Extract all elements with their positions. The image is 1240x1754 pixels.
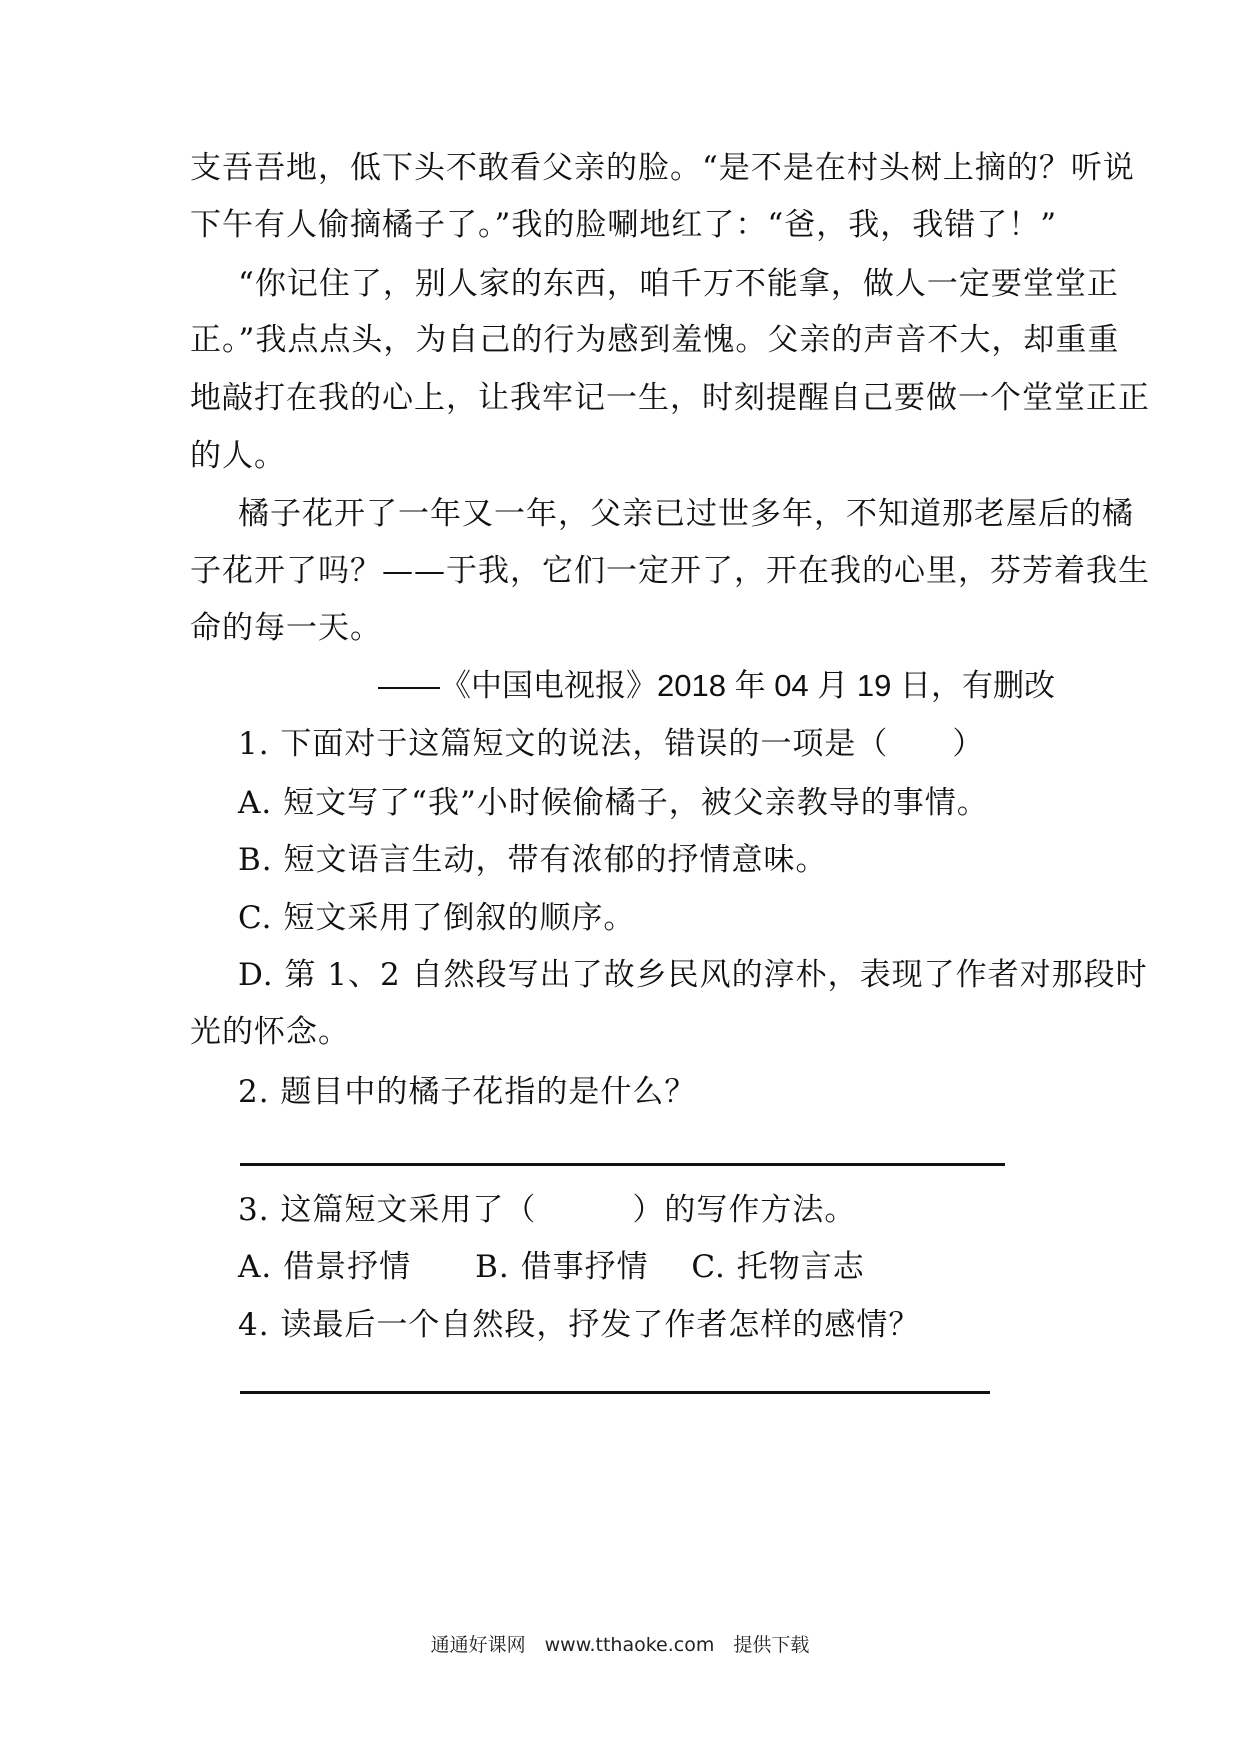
question-4-answer-line[interactable]: [240, 1391, 990, 1394]
passage-line: 的人。: [190, 438, 286, 474]
question-3-options: A. 借景抒情 B. 借事抒情 C. 托物言志: [238, 1249, 865, 1285]
question-2-stem: 2. 题目中的橘子花指的是什么？: [238, 1074, 697, 1110]
question-3-stem: 3. 这篇短文采用了（ ）的写作方法。: [238, 1192, 857, 1228]
source-citation: ——《中国电视报》2018 年 04 月 19 日，有删改: [378, 668, 1055, 703]
passage-line: 正。”我点点头，为自己的行为感到羞愧。父亲的声音不大，却重重: [190, 322, 1120, 358]
question-4-stem: 4. 读最后一个自然段，抒发了作者怎样的感情？: [238, 1307, 921, 1343]
question-1-stem: 1. 下面对于这篇短文的说法，错误的一项是（ ）: [238, 726, 985, 762]
passage-line: 下午有人偷摘橘子了。”我的脸唰地红了：“爸，我，我错了！”: [190, 207, 1058, 243]
passage-line: 子花开了吗？——于我，它们一定开了，开在我的心里，芬芳着我生: [190, 553, 1150, 589]
question-1-option-d: D. 第 1、2 自然段写出了故乡民风的淳朴，表现了作者对那段时: [238, 957, 1148, 993]
question-2-answer-line[interactable]: [240, 1163, 1005, 1166]
passage-line: 橘子花开了一年又一年，父亲已过世多年，不知道那老屋后的橘: [238, 496, 1134, 532]
question-1-option-b: B. 短文语言生动，带有浓郁的抒情意味。: [238, 842, 828, 878]
question-1-option-c: C. 短文采用了倒叙的顺序。: [238, 900, 636, 936]
question-1-option-a: A. 短文写了“我”小时候偷橘子，被父亲教导的事情。: [238, 785, 989, 821]
passage-line: “你记住了，别人家的东西，咱千万不能拿，做人一定要堂堂正: [238, 266, 1119, 302]
passage-line: 命的每一天。: [190, 610, 382, 646]
passage-line: 支吾吾地，低下头不敢看父亲的脸。“是不是在村头树上摘的？听说: [190, 150, 1135, 186]
question-1-option-d-continued: 光的怀念。: [190, 1014, 350, 1050]
passage-line: 地敲打在我的心上，让我牢记一生，时刻提醒自己要做一个堂堂正正: [190, 380, 1150, 416]
footer-credit: 通通好课网 www.tthaoke.com 提供下载: [430, 1634, 810, 1656]
